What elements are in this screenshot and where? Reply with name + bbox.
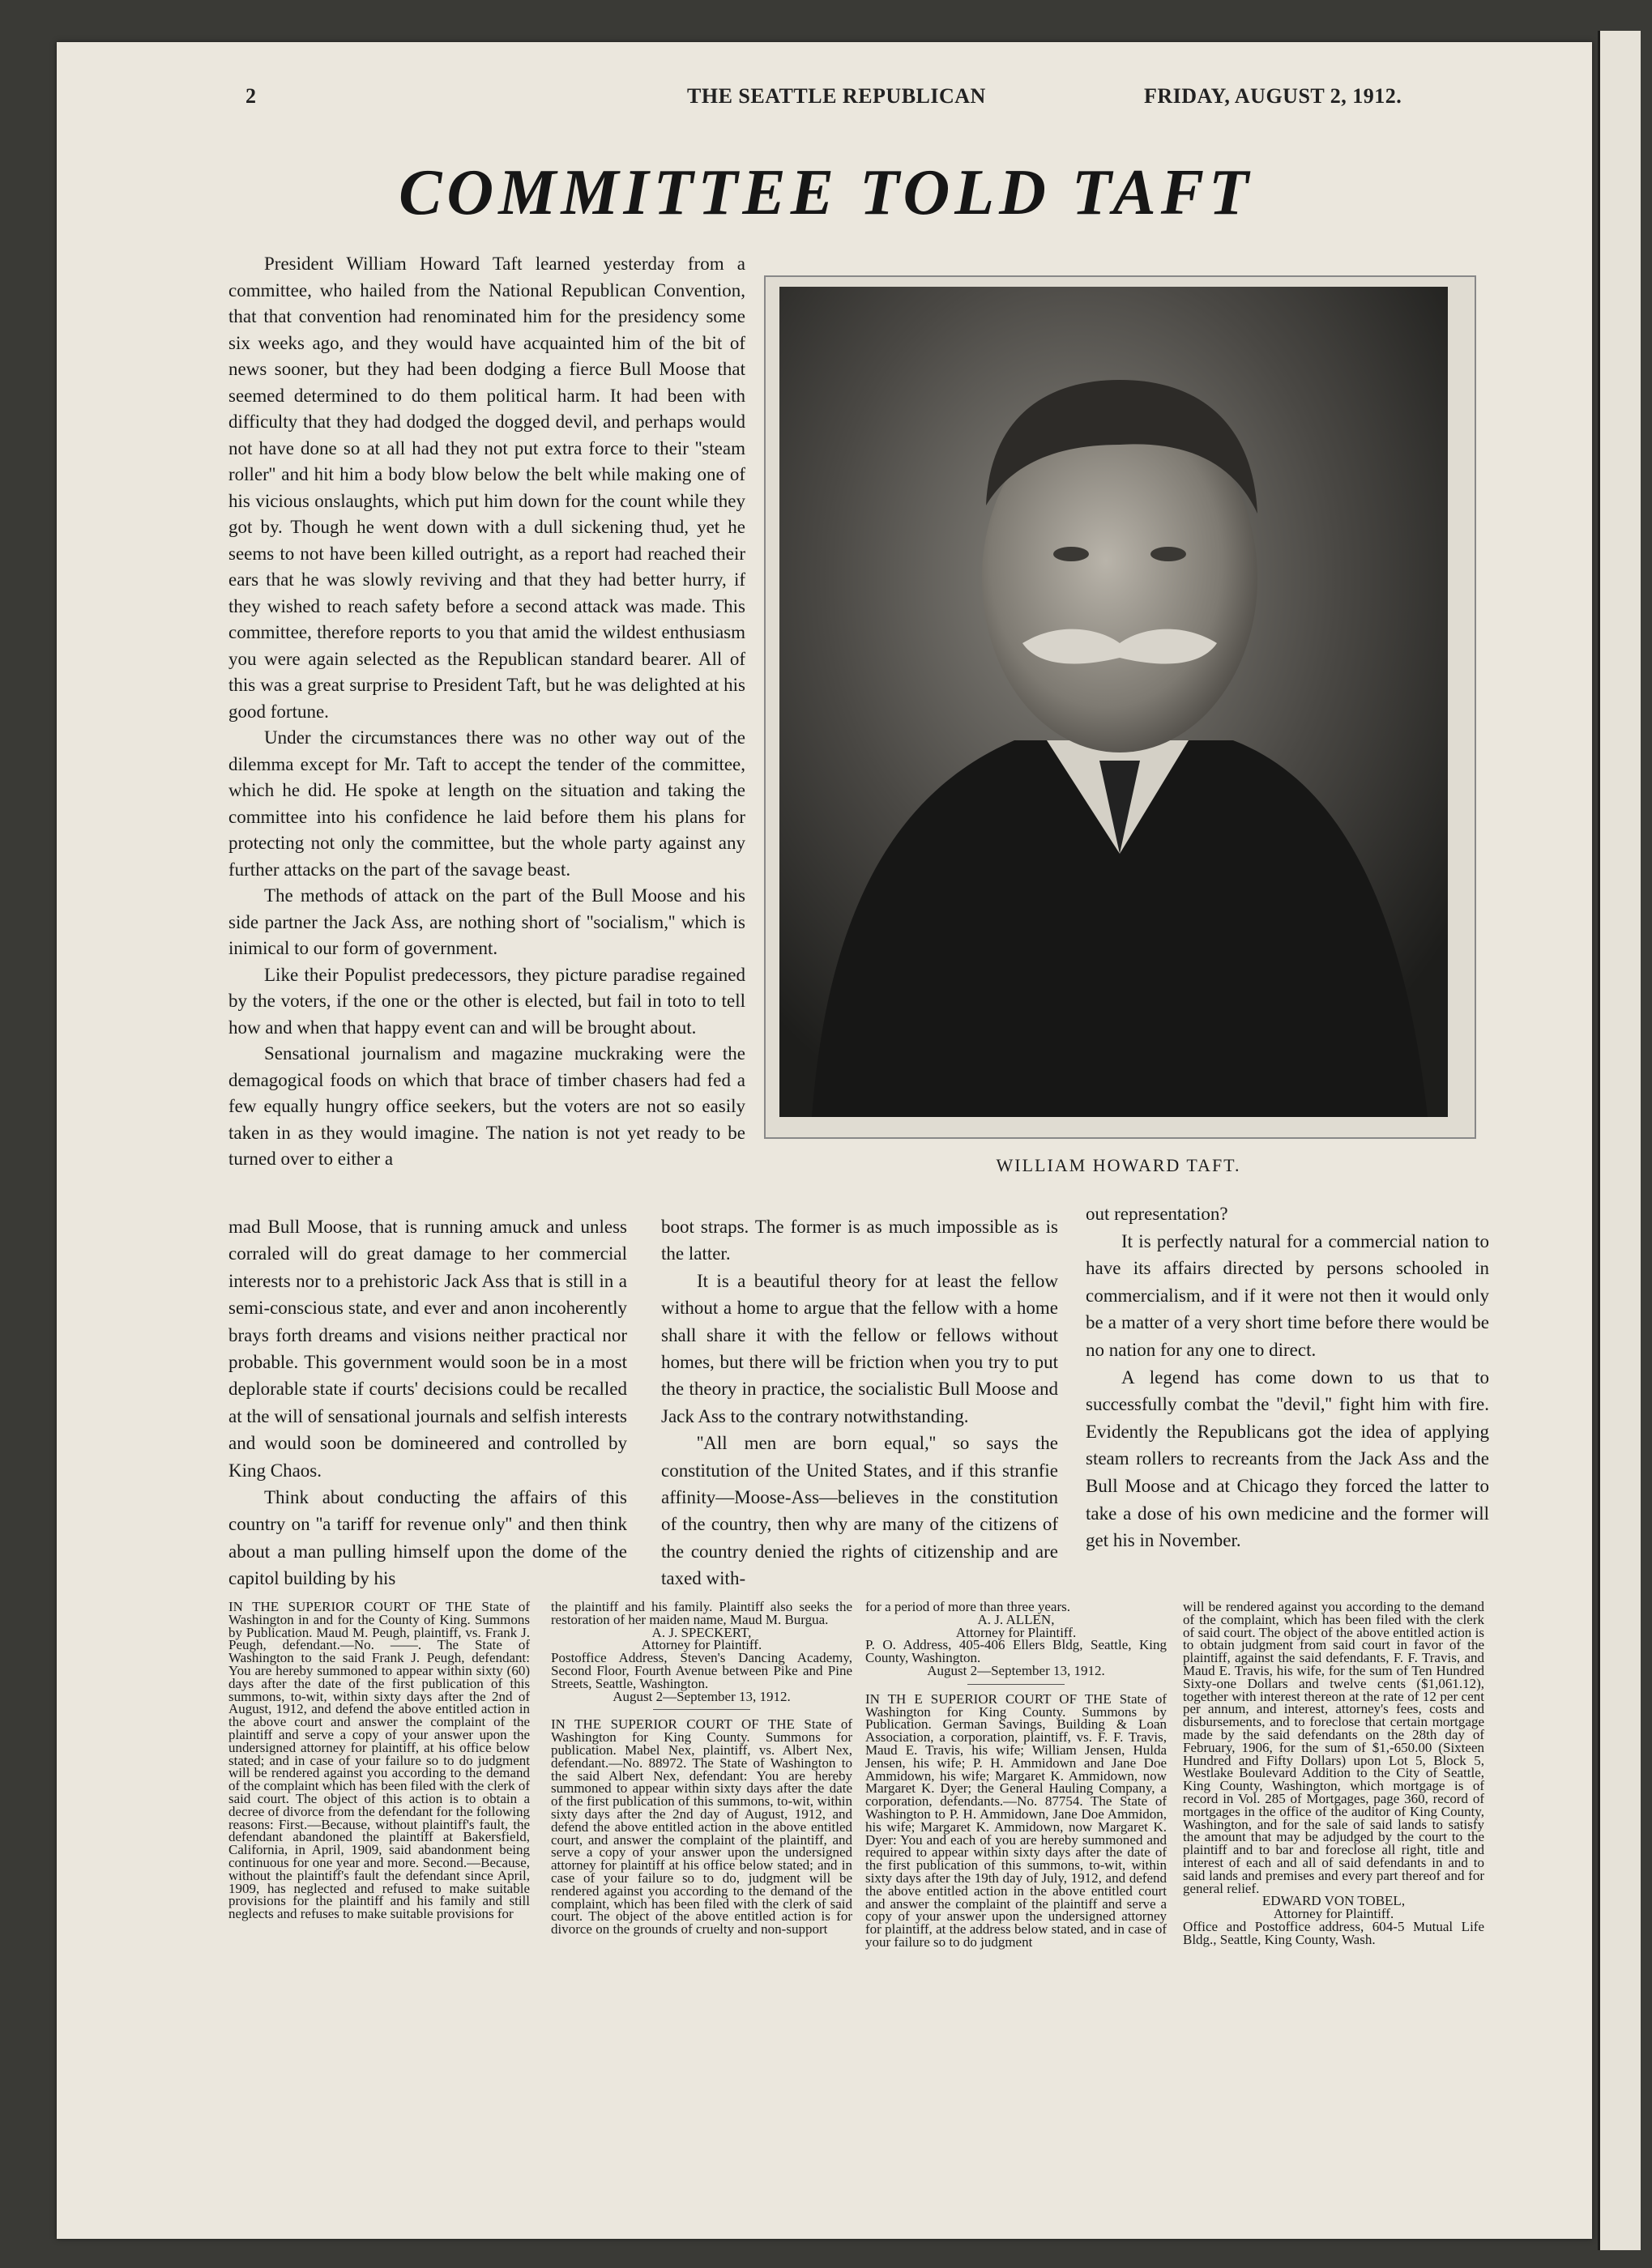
article-paragraph: Like their Populist predecessors, they picture paradise regained by the voters, if the one or the other is elected, but fail in toto to tell how and when that happy event can and will be brought about. bbox=[228, 964, 745, 1038]
paper-name: THE SEATTLE REPUBLICAN bbox=[687, 84, 986, 108]
article-paragraph: It is perfectly natural for a commercial nation to have its affairs directed by persons schooled in commercialism, and if it were not then it would only be a matter of a very short time before there would be no nation for any one to direct. bbox=[1086, 1230, 1489, 1360]
article-column-1 bbox=[228, 251, 745, 1173]
attorney-address: Office and Postoffice address, 604-5 Mutual Life Bldg., Seattle, King County, Wash. bbox=[1183, 1918, 1484, 1947]
article-paragraph: out representation? bbox=[1086, 1204, 1228, 1224]
legal-notice-text: for a period of more than three years. bbox=[865, 1599, 1070, 1614]
photo-caption: WILLIAM HOWARD TAFT. bbox=[996, 1155, 1241, 1175]
article-paragraph: Sensational journalism and magazine muckraking were the demagogical foods on which that brace of timber chasers had fed a few equally hungry office seekers, but the voters are not so easily taken in as they would imagine. The nation is not yet ready to be turned over to either a bbox=[228, 1043, 745, 1169]
attorney-title: Attorney for Plaintiff. bbox=[641, 1637, 762, 1653]
portrait-photo bbox=[779, 287, 1448, 1117]
attorney-name: A. J. SPECKERT, bbox=[651, 1624, 752, 1640]
legal-notice-text: will be rendered against you according to the demand of the complaint, which has been filed with the clerk of said court. The object of the above entitled action is to obtain judgment from said court in favor of the plaintiff, against the said defendants, F. F. Travis, and Maud E. Travis, his wife, for the sum of Ten Hundred Sixty-one Dollars and twelve cents ($1,061.12), together with interest thereon at the rate of 12 per cent per annum, and interest, attorney's fees, costs and disbursements, and to foreclose that certain mortgage made by the said defendants on the 28th day of February, 1906, for the sum of $1,-650.00 (Sixteen Hundred and Fifty Dollars) upon Lot 5, Block 5, Westlake Boulevard Addition to the City of Seattle, King County, Washington, which mortgage is of record in Vol. 285 of Mortgages, page 360, record of mortgages in the office of the auditor of King County, Washington, and for the sale of said lands to satisfy the amount that may be adjudged by the court to the plaintiff and to bar and foreclose all right, title and interest of each and all of said defendants in and to said lands and premises and every part thereof and for general relief. bbox=[1183, 1599, 1484, 1896]
article-paragraph: boot straps. The former is as much impossible as is the latter. bbox=[661, 1217, 1058, 1264]
attorney-name: A. J. ALLEN, bbox=[977, 1611, 1055, 1627]
attorney-title: Attorney for Plaintiff. bbox=[955, 1624, 1077, 1640]
legal-notice-text: IN THE SUPERIOR COURT OF THE State of Washington in and for the County of King. Summons by Publication. Maud M. Peugh, plaintiff, vs. Frank J. Peugh, defendant.—No. ——. The State of Washington to the said Frank J. Peugh, defendant: You are hereby summoned to appear within sixty (60) days after the date of the first publication of this summons, to-wit, within sixty days after the 2nd of August, 1912, and defend the above entitled action in the above court and answer the complaint of the plaintiff and serve a copy of your answer upon the undersigned attorney for plaintiff, at his office below stated; and in case of your failure so to do judgment will be rendered against you according to the demand of the complaint which has been filed with the clerk of said court. The object of this action is to obtain a decree of divorce from the defendant for the following reasons: First.—Because, without plaintiff's fault, the defendant abandoned the plaintiff at Bakersfield, California, in April, 1909, said abandonment being continuous for one year and more. Second.—Because, without the plaintiff's fault the defendant since April, 1909, has neglected and refused to make suitable provisions for the plaintiff and his family and still neglects and refuses to make suitable provisions for bbox=[228, 1599, 530, 1922]
article-paragraph: mad Bull Moose, that is running amuck and unless corraled will do great damage to her commercial interests nor to a prehistoric Jack Ass that is still in a semi-conscious state, and ever and anon incoherently brays forth dreams and visions neither practical nor probable. This government would soon be in a most deplorable state if courts' decisions could be recalled at the will of sensational journals and selfish interests and would soon be domineered and controlled by King Chaos. bbox=[228, 1217, 627, 1481]
publication-dates: August 2—September 13, 1912. bbox=[927, 1662, 1105, 1678]
article-paragraph: President William Howard Taft learned yesterday from a committee, who hailed from the National Republican Convention, that that convention had renominated him for the presidency some six weeks ago, and they would have acquainted him of the bit of news sooner, but they had been dodging a fierce Bull Moose that seemed determined to do them political harm. It had been with difficulty that they had dodged the dogged devil, and perhaps would not have done so at all had they not put extra force to their ''steam roller'' and hit him a body blow below the belt while making one of his vicious onslaughts, which put him down for the count while they got by. Though he went down with a dull sickening thud, yet he seems to not have been killed outright, as a report had reached their ears that he was slowly reviving and that they had better hurry, if they wished to reach safety before a second attack was made. This committee, therefore reports to you that amid the wildest enthusiasm you were again selected as the Republican standard bearer. All of this was a great surprise to President Taft, but he was delighted at his good fortune. bbox=[228, 254, 745, 722]
legal-notice-column-3 bbox=[865, 1601, 1167, 1949]
attorney-address: P. O. Address, 405-406 Ellers Bldg, Seattle, King County, Washington. bbox=[865, 1637, 1167, 1666]
article-column-1-lower bbox=[228, 1213, 627, 1592]
legal-notice-text: IN THE SUPERIOR COURT OF THE State of Washington for King County. Summons for publication. Mabel Nex, plaintiff, vs. Albert Nex, defendant.—No. 88972. The State of Washington to the said Albert Nex, defendant: You are hereby summoned to appear within sixty days after the date of the first publication of this summons, to-wit, within sixty days after the 2nd day of August, 1912, and defend the above entitled action in the above entitled court, and answer the complaint of the plaintiff, and serve a copy of your answer upon the undersigned attorney for plaintiff at his office below stated; and in case of your failure so to do, judgment will be rendered against you according to the demand of the complaint, which has been filed with the clerk of said court. The object of the above entitled action is for divorce on the grounds of cruelty and non-support bbox=[551, 1716, 852, 1938]
next-page-edge bbox=[1598, 31, 1641, 2250]
legal-notice-column-2 bbox=[551, 1601, 852, 1936]
divider bbox=[967, 1684, 1065, 1685]
article-paragraph: The methods of attack on the part of the Bull Moose and his side partner the Jack Ass, are nothing short of ''socialism,'' which is inimical to our form of government. bbox=[228, 885, 745, 958]
divider bbox=[653, 1709, 750, 1710]
article-paragraph: Under the circumstances there was no other way out of the dilemma except for Mr. Taft to accept the tender of the committee, which he did. He spoke at length on the situation and taking the committee into his confidence he laid before them his plans for protecting not only the committee, but the whole party against any further attacks on the part of the savage beast. bbox=[228, 727, 745, 880]
legal-notice-text: IN TH E SUPERIOR COURT OF THE State of Washington for King County. Summons by Publication. German Savings, Building & Loan Association, a corporation, plaintiff, vs. F. F. Travis, Maud E. Travis, his wife; William Jensen, Hulda Jensen, his wife; P. H. Ammidown and Jane Doe Ammidown, his wife; Margaret K. Ammidown, now Margaret K. Dyer; the General Hauling Company, a corporation, defendants.—No. 87754. The State of Washington to P. H. Ammidown, Jane Doe Ammidon, his wife; Margaret K. Ammidown, now Margaret K. Dyer: You and each of you are hereby summoned and required to appear within sixty days after the date of the first publication of this summons, to-wit, within sixty days after the 19th day of July, 1912, and defend the above entitled action in the above entitled court and answer the complaint of the plaintiff and serve a copy of your answer upon the undersigned attorney for plaintiff, at the address below stated, and in case of your failure so to do judgment bbox=[865, 1690, 1167, 1950]
legal-notice-column-1 bbox=[228, 1601, 530, 1921]
portrait-illustration bbox=[779, 287, 1448, 1117]
attorney-address: Postoffice Address, Steven's Dancing Academy, Second Floor, Fourth Avenue between Pike and Pine Streets, Seattle, Washington. bbox=[551, 1650, 852, 1691]
article-paragraph: It is a beautiful theory for at least the fellow without a home to argue that the fellow with a home shall share it with the fellow or fellows without homes, but there will be friction when you try to put the theory in practice, the socialistic Bull Moose and Jack Ass to the contrary notwithstanding. bbox=[661, 1270, 1058, 1426]
page-number: 2 bbox=[245, 84, 257, 108]
legal-notice-text: the plaintiff and his family. Plaintiff also seeks the restoration of her maiden name, Maud M. Burgua. bbox=[551, 1599, 852, 1627]
article-paragraph: A legend has come down to us that to successfully combat the ''devil,'' fight him with fire. Evidently the Republicans got the idea of applying steam rollers to recreants from the Jack Ass and the Bull Moose and at Chicago they forced the latter to take a dose of his own medicine and the former will get his in November. bbox=[1086, 1366, 1489, 1551]
attorney-title: Attorney for Plaintiff. bbox=[1273, 1906, 1394, 1922]
attorney-name: EDWARD VON TOBEL, bbox=[1261, 1893, 1406, 1909]
article-column-3 bbox=[1086, 1200, 1489, 1554]
issue-date: FRIDAY, AUGUST 2, 1912. bbox=[1144, 84, 1402, 108]
article-paragraph: ''All men are born equal,'' so says the constitution of the United States, and if this stranfie affinity—Moose-Ass—believes in the constitution of the country, then why are many of the citizens of the country denied the rights of citizenship and are taxed with- bbox=[661, 1433, 1058, 1589]
article-column-2 bbox=[661, 1213, 1058, 1592]
article-paragraph: Think about conducting the affairs of this country on ''a tariff for revenue only'' and then think about a man pulling himself upon the dome of the capitol building by his bbox=[228, 1487, 627, 1589]
headline: COMMITTEE TOLD TAFT bbox=[399, 157, 1253, 228]
legal-notice-column-4 bbox=[1183, 1601, 1484, 1946]
publication-dates: August 2—September 13, 1912. bbox=[613, 1688, 791, 1704]
